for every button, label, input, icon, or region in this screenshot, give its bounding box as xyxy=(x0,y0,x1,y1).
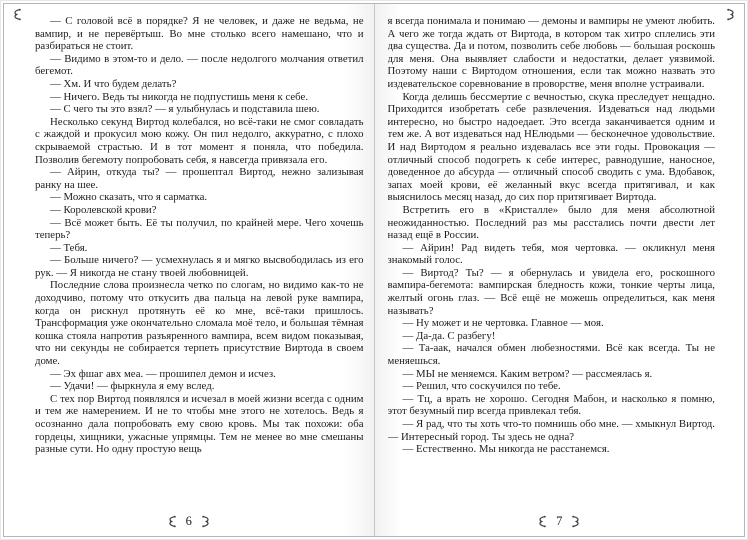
book-page-right xyxy=(375,4,745,536)
paragraph: Встретить его в «Кристалле» было для меня абсолютной неожиданностью. Последний раз мы расстались почти двести лет назад ещё в России. xyxy=(387,203,715,242)
paragraph: — Решил, что соскучился по тебе. xyxy=(402,380,561,393)
paragraph: — Можно сказать, что я сарматка. xyxy=(50,191,208,204)
paragraph: Когда делишь бессмертие с вечностью, скука преследует нещадно. Приходится изобретать себе развлечения. Издеваться над людьми интересно, но быстро надоедает. Это всегда заканчивается одним и тем же. А вот издеваться над НЕлюдьми — бесконечное удовольствие. И над Виртодом я реально издевалась все эти годы. Провокация — отличный способ подогреть к себе интерес, равнодушие, наносное, доведенное до абсурда — отличный способ сводить с ума. Вдобавок, запах моей крови, её желанный вкус всегда притягивал, и как выяснилось месяц назад, до сих пор притягивает Виртода. xyxy=(387,90,715,204)
paragraph: С тех пор Виртод появлялся и исчезал в моей жизни всегда с одним и тем же намерением. И не то чтобы мне этого не хотелось. Ведь я осознанно дала попробовать ему свою кровь. Мы так похожи: оба гордецы, хищники, ужасные упрямцы. Тем не менее во мне смешаны разные сути. Но одну простую вещь xyxy=(35,392,364,456)
paragraph: — С головой всё в порядке? Я не человек, и даже не ведьма, не вампир, и не перевёртыш. Во мне столько всего намешано, что и разбираться не стоит. xyxy=(35,15,364,53)
paragraph: — Эх фшаг авх меа. — прошипел демон и исчез. xyxy=(50,367,276,380)
page-number-left: 6 xyxy=(185,514,192,528)
page-turn-right-corner-icon[interactable] xyxy=(726,8,737,21)
page-number-ornament-icon xyxy=(536,515,547,528)
fleuron-icon xyxy=(166,515,177,528)
paragraph: — Хм. И что будем делать? xyxy=(50,77,177,90)
paragraph: — Королевской крови? xyxy=(50,203,157,216)
page-left-text xyxy=(35,15,364,500)
page-number-right: 7 xyxy=(556,514,563,528)
book-spread xyxy=(3,3,745,537)
page-right-footer xyxy=(375,514,745,529)
paragraph: — Айрин, откуда ты? — прошептал Виртод, нежно зализывая ранку на шее. xyxy=(35,166,364,191)
paragraph: я всегда понимала и понимаю — демоны и вампиры не умеют любить. А чего же тогда ждать от Виртода, в котором так хитро сплелись эти два существа. Да и потом, позволить себе любовь — большая роскошь для меня. Она выявляет слабости и недостатки, делает уязвимой. Поэтому наши с Виртодом отношения, если так можно назвать это издевательское соревнование в проворстве, меня вполне устраивали. xyxy=(387,15,715,90)
paragraph: — Ну может и не чертовка. Главное — моя. xyxy=(402,317,604,330)
fleuron-icon xyxy=(536,515,547,528)
paragraph: — Удачи! — фыркнула я ему вслед. xyxy=(50,380,215,393)
page-number-ornament-icon xyxy=(201,515,212,528)
paragraph: — Всё может быть. Её ты получил, по крайней мере. Чего хочешь теперь? xyxy=(35,216,364,242)
paragraph: — Тебя. xyxy=(50,241,88,254)
page-left-footer xyxy=(4,514,374,529)
book-page-left xyxy=(4,4,374,536)
fleuron-icon xyxy=(726,8,737,21)
paragraph: — Тц, а врать не хорошо. Сегодня Мабон, и насколько я помню, этот безумный пир всегда привлекал тебя. xyxy=(387,392,715,418)
paragraph: — С чего ты это взял? — я улыбнулась и подставила шею. xyxy=(50,103,320,116)
page-number-ornament-icon xyxy=(166,515,177,528)
paragraph: — Естественно. Мы никогда не расстанемся. xyxy=(402,443,610,456)
page-number-ornament-icon xyxy=(571,515,582,528)
paragraph: — Я рад, что ты хоть что-то помнишь обо мне. — хмыкнул Виртод. — Интересный город. Ты здесь не одна? xyxy=(387,418,715,443)
paragraph: — МЫ не меняемся. Каким ветром? — рассмеялась я. xyxy=(402,367,653,380)
paragraph: Несколько секунд Виртод колебался, но всё-таки не смог совладать с жаждой и прокусил мою кожу. Он пил недолго, аккуратно, с плохо скрываемой страстью. И в тот момент я поняла, что победила. Позволив бегемоту попробовать себя, я навсегда привязала его. xyxy=(35,115,364,166)
fleuron-icon xyxy=(571,515,582,528)
paragraph: — Да-да. С разбегу! xyxy=(402,329,496,342)
paragraph: — Видимо в этом-то и дело. — после недолгого молчания ответил бегемот. xyxy=(35,52,364,78)
paragraph: — Ничего. Ведь ты никогда не подпустишь меня к себе. xyxy=(50,90,309,103)
fleuron-icon xyxy=(201,515,212,528)
paragraph: — Та-аак, начался обмен любезностями. Всё как всегда. Ты не меняешься. xyxy=(387,342,715,368)
page-turn-left-corner-icon[interactable] xyxy=(11,8,22,21)
page-right-text xyxy=(388,15,716,500)
paragraph: — Виртод? Ты? — я обернулась и увидела его, роскошного вампира-бегемота: вампирская бледность кожи, тонкие черты лица, желтый огонь глаз. — Всё ещё не можешь определиться, как меня называть? xyxy=(387,266,715,317)
paragraph: Последние слова произнесла четко по слогам, но видимо как-то не доходчиво, потому что откусить два пальца на левой руке вампира, когда он рискнул протянуть её ко мне, всё-таки пришлось. Трансформация уже окончательно сломала моё тело, и большая тёмная кошка стояла напротив разъяренного вампира, всем видом показывая, что ни секунды не собирается терпеть присутствие Виртода в своем доме. xyxy=(35,279,364,368)
fleuron-icon xyxy=(11,8,22,21)
paragraph: — Больше ничего? — усмехнулась я и мягко высвободилась из его рук. — Я никогда не стану твоей любовницей. xyxy=(35,254,364,279)
paragraph: — Айрин! Рад видеть тебя, моя чертовка. — окликнул меня знакомый голос. xyxy=(387,241,715,267)
